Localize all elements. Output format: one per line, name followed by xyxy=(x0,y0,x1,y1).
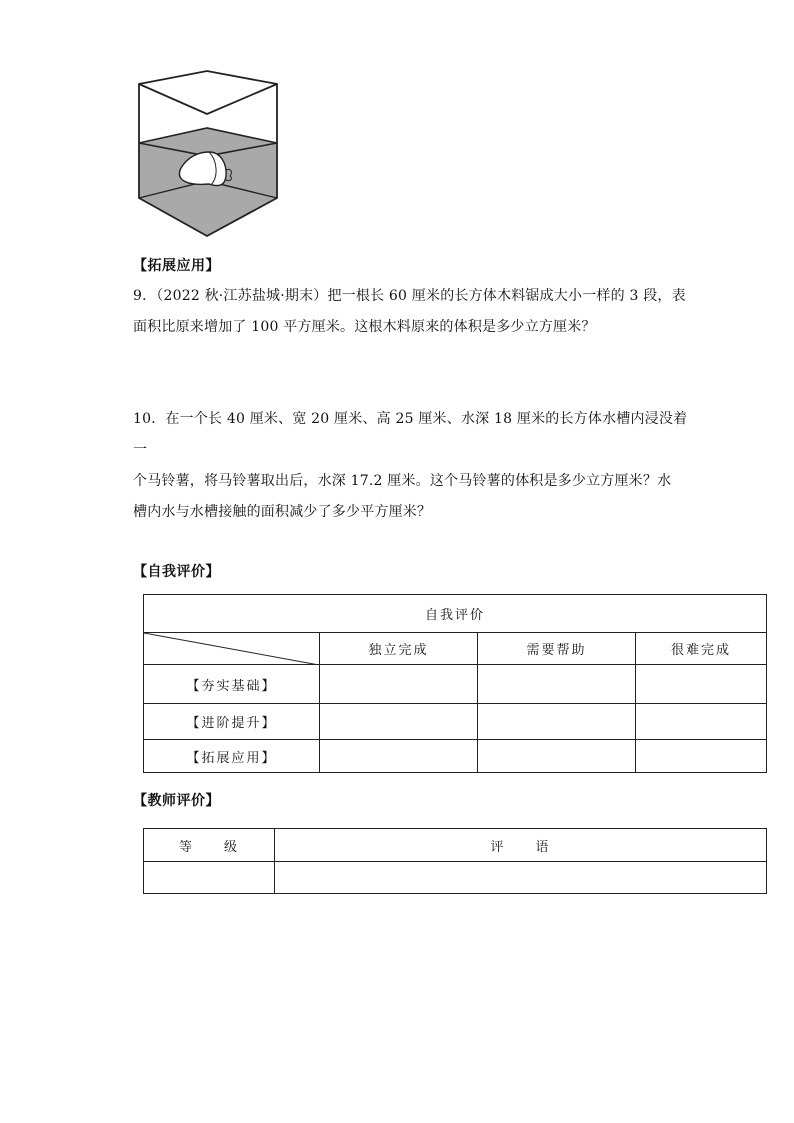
self-eval-header-row xyxy=(144,633,767,665)
table-cell xyxy=(636,740,767,773)
self-eval-title-row xyxy=(144,595,767,633)
table-cell xyxy=(478,704,636,740)
grade-header: 等 级 xyxy=(144,829,275,862)
col-difficult: 很难完成 xyxy=(636,633,767,665)
table-cell xyxy=(320,704,478,740)
comment-header: 评 语 xyxy=(275,829,767,862)
question-10-line-3: 槽内水与水槽接触的面积减少了多少平方厘米？ xyxy=(133,504,432,520)
teacher-eval-table xyxy=(143,828,767,894)
table-cell xyxy=(636,704,767,740)
question-10-line-1: 10．在一个长 40 厘米、宽 20 厘米、高 25 厘米、水深 18 厘米的长方体水槽内浸没着一 xyxy=(133,411,688,458)
teacher-eval-header-row xyxy=(144,829,767,862)
table-cell xyxy=(320,665,478,704)
comment-cell xyxy=(275,862,767,894)
diagonal-header-cell xyxy=(144,633,320,665)
question-9 xyxy=(133,281,693,343)
grade-cell xyxy=(144,862,275,894)
table-row xyxy=(144,740,767,773)
diagonal-line xyxy=(144,633,319,665)
table-cell xyxy=(478,740,636,773)
table-row xyxy=(144,665,767,704)
tank-figure xyxy=(137,68,282,240)
teacher-eval-heading: 【教师评价】 xyxy=(133,793,220,809)
tank-diagram xyxy=(137,68,282,240)
question-10-line-2: 个马铃薯，将马铃薯取出后，水深 17.2 厘米。这个马铃薯的体积是多少立方厘米？水 xyxy=(133,473,672,489)
table-row xyxy=(144,862,767,894)
self-eval-heading: 【自我评价】 xyxy=(133,564,220,580)
col-independent: 独立完成 xyxy=(320,633,478,665)
row-label-basic: 【夯实基础】 xyxy=(144,665,320,704)
self-eval-table xyxy=(143,594,767,773)
table-cell xyxy=(320,740,478,773)
extension-heading: 【拓展应用】 xyxy=(133,258,220,274)
question-9-line-2: 面积比原来增加了 100 平方厘米。这根木料原来的体积是多少立方厘米？ xyxy=(133,319,596,335)
table-cell xyxy=(636,665,767,704)
question-10 xyxy=(133,404,693,528)
question-9-line-1: 9．（2022 秋·江苏盐城·期末）把一根长 60 厘米的长方体木料锯成大小一样的 3 段，表 xyxy=(133,288,686,304)
row-label-advanced: 【进阶提升】 xyxy=(144,704,320,740)
tank-top-edge xyxy=(139,84,277,114)
self-eval-title: 自我评价 xyxy=(144,595,767,633)
row-label-extension: 【拓展应用】 xyxy=(144,740,320,773)
col-need-help: 需要帮助 xyxy=(478,633,636,665)
table-row xyxy=(144,704,767,740)
table-cell xyxy=(478,665,636,704)
